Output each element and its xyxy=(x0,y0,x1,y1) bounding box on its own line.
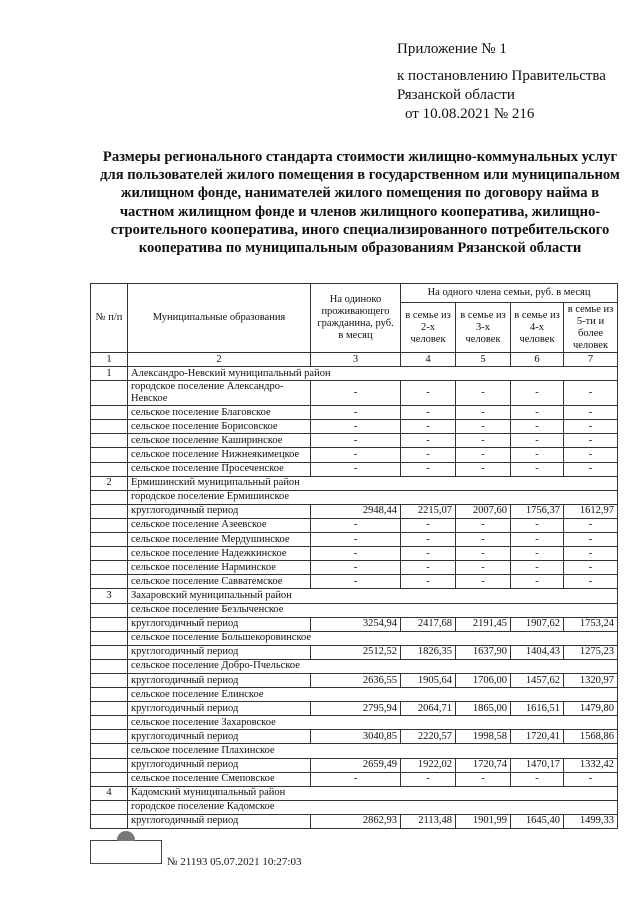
value-cell: 1826,35 xyxy=(401,645,456,659)
column-number: 1 xyxy=(91,353,128,367)
value-cell: 2417,68 xyxy=(401,617,456,631)
value-cell: 2512,52 xyxy=(311,645,401,659)
region-name: Захаровский муниципальный район xyxy=(128,589,618,603)
column-number: 7 xyxy=(564,353,618,367)
value-cell: - xyxy=(564,547,618,561)
value-cell: - xyxy=(401,561,456,575)
value-cell: - xyxy=(401,547,456,561)
value-cell: - xyxy=(311,434,401,448)
header-f5: в семье из 5-ти и более человек xyxy=(564,303,618,353)
value-cell: - xyxy=(564,518,618,532)
row-number xyxy=(91,533,128,547)
row-number xyxy=(91,575,128,589)
settlement-name: городское поселение Ермишинское xyxy=(128,490,618,504)
settlement-name: городское поселение Кадомское xyxy=(128,800,618,814)
settlement-name: круглогодичный период xyxy=(128,702,311,716)
value-cell: - xyxy=(311,406,401,420)
header-family: На одного члена семьи, руб. в месяц xyxy=(401,284,618,303)
value-cell: 1905,64 xyxy=(401,673,456,687)
row-number xyxy=(91,504,128,518)
value-cell: - xyxy=(401,462,456,476)
row-number xyxy=(91,434,128,448)
value-cell: 2007,60 xyxy=(456,504,511,518)
value-cell: - xyxy=(311,462,401,476)
table-row-data xyxy=(91,645,618,659)
row-number xyxy=(91,659,128,673)
row-number xyxy=(91,448,128,462)
value-cell: 1753,24 xyxy=(564,617,618,631)
settlement-name: круглогодичный период xyxy=(128,617,311,631)
header-f4: в семье из 4-х человек xyxy=(511,303,564,353)
row-number xyxy=(91,631,128,645)
settlement-name: сельское поселение Каширинское xyxy=(128,434,311,448)
column-number: 2 xyxy=(128,353,311,367)
value-cell: - xyxy=(511,448,564,462)
row-number: 2 xyxy=(91,476,128,490)
value-cell: 2113,48 xyxy=(401,814,456,828)
row-number xyxy=(91,420,128,434)
table-row-data xyxy=(91,547,618,561)
value-cell: - xyxy=(311,772,401,786)
table-row-data xyxy=(91,406,618,420)
row-number xyxy=(91,744,128,758)
value-cell: 2220,57 xyxy=(401,730,456,744)
settlement-name: круглогодичный период xyxy=(128,730,311,744)
value-cell: - xyxy=(456,381,511,406)
value-cell: 1404,43 xyxy=(511,645,564,659)
value-cell: - xyxy=(564,575,618,589)
value-cell: - xyxy=(511,434,564,448)
value-cell: - xyxy=(311,518,401,532)
value-cell: - xyxy=(401,434,456,448)
value-cell: - xyxy=(311,420,401,434)
value-cell: - xyxy=(311,575,401,589)
settlement-name: круглогодичный период xyxy=(128,504,311,518)
row-number: 3 xyxy=(91,589,128,603)
appendix-number: Приложение № 1 xyxy=(397,41,507,57)
table-row-sub xyxy=(91,744,618,758)
value-cell: - xyxy=(311,561,401,575)
value-cell: - xyxy=(564,420,618,434)
table-row-region xyxy=(91,786,618,800)
value-cell: 1720,74 xyxy=(456,758,511,772)
header-single: На одиноко проживающего гражданина, руб. в месяц xyxy=(311,284,401,353)
value-cell: - xyxy=(511,462,564,476)
value-cell: - xyxy=(456,533,511,547)
settlement-name: сельское поселение Борисовское xyxy=(128,420,311,434)
value-cell: 2659,49 xyxy=(311,758,401,772)
settlement-name: круглогодичный период xyxy=(128,645,311,659)
row-number xyxy=(91,702,128,716)
table-row-data xyxy=(91,814,618,828)
table-row-sub xyxy=(91,603,618,617)
value-cell: 2064,71 xyxy=(401,702,456,716)
table-row-data xyxy=(91,758,618,772)
row-number xyxy=(91,547,128,561)
value-cell: 1332,42 xyxy=(564,758,618,772)
settlement-name: круглогодичный период xyxy=(128,673,311,687)
row-number xyxy=(91,730,128,744)
value-cell: - xyxy=(564,561,618,575)
table-row-sub xyxy=(91,800,618,814)
table-row-data xyxy=(91,448,618,462)
value-cell: - xyxy=(401,518,456,532)
row-number xyxy=(91,490,128,504)
value-cell: - xyxy=(456,772,511,786)
value-cell: - xyxy=(564,448,618,462)
value-cell: - xyxy=(564,406,618,420)
header-name: Муниципальные образования xyxy=(128,284,311,353)
table-row-data xyxy=(91,673,618,687)
value-cell: 1756,37 xyxy=(511,504,564,518)
settlement-name: сельское поселение Нижнеякимецкое xyxy=(128,448,311,462)
value-cell: - xyxy=(511,547,564,561)
row-number xyxy=(91,603,128,617)
value-cell: 3040,85 xyxy=(311,730,401,744)
settlement-name: круглогодичный период xyxy=(128,758,311,772)
footer-logo xyxy=(90,840,162,864)
value-cell: 1645,40 xyxy=(511,814,564,828)
row-number xyxy=(91,381,128,406)
value-cell: - xyxy=(456,575,511,589)
settlement-name: сельское поселение Большекоровинское xyxy=(128,631,618,645)
column-number: 6 xyxy=(511,353,564,367)
row-number xyxy=(91,406,128,420)
value-cell: - xyxy=(311,547,401,561)
value-cell: - xyxy=(564,434,618,448)
row-number xyxy=(91,673,128,687)
table-row-data xyxy=(91,533,618,547)
settlement-name: сельское поселение Просеченское xyxy=(128,462,311,476)
value-cell: - xyxy=(511,533,564,547)
government-logo-icon xyxy=(90,840,162,864)
table-row-data xyxy=(91,575,618,589)
value-cell: - xyxy=(456,462,511,476)
value-cell: - xyxy=(511,406,564,420)
settlement-name: сельское поселение Благовское xyxy=(128,406,311,420)
row-number xyxy=(91,758,128,772)
value-cell: 1901,99 xyxy=(456,814,511,828)
settlement-name: сельское поселение Мердушинское xyxy=(128,533,311,547)
value-cell: 1865,00 xyxy=(456,702,511,716)
settlement-name: городское поселение Александро-Невское xyxy=(128,381,311,406)
settlement-name: сельское поселение Смеповское xyxy=(128,772,311,786)
row-number: 1 xyxy=(91,367,128,381)
value-cell: 1568,86 xyxy=(564,730,618,744)
value-cell: - xyxy=(311,448,401,462)
header-num: № п/п xyxy=(91,284,128,353)
table-row-data xyxy=(91,420,618,434)
registration-stamp: № 21193 05.07.2021 10:27:03 xyxy=(167,856,302,868)
settlement-name: сельское поселение Азеевское xyxy=(128,518,311,532)
settlement-name: сельское поселение Добро-Пчельское xyxy=(128,659,618,673)
header-f3: в семье из 3-х человек xyxy=(456,303,511,353)
value-cell: - xyxy=(401,381,456,406)
table-row-region xyxy=(91,589,618,603)
row-number xyxy=(91,716,128,730)
table-row-data xyxy=(91,772,618,786)
value-cell: - xyxy=(511,575,564,589)
column-number-row xyxy=(91,353,618,367)
value-cell: 1275,23 xyxy=(564,645,618,659)
row-number xyxy=(91,814,128,828)
value-cell: 2215,07 xyxy=(401,504,456,518)
table-row-data xyxy=(91,518,618,532)
row-number: 4 xyxy=(91,786,128,800)
table-row-data xyxy=(91,381,618,406)
row-number xyxy=(91,561,128,575)
table-row-region xyxy=(91,476,618,490)
table-row-data xyxy=(91,462,618,476)
region-name: Александро-Невский муниципальный район xyxy=(128,367,618,381)
settlement-name: сельское поселение Савватемское xyxy=(128,575,311,589)
row-number xyxy=(91,617,128,631)
table-row-sub xyxy=(91,631,618,645)
value-cell: - xyxy=(564,533,618,547)
value-cell: - xyxy=(456,420,511,434)
value-cell: - xyxy=(401,420,456,434)
value-cell: - xyxy=(401,448,456,462)
appendix-block xyxy=(397,40,606,124)
settlement-name: круглогодичный период xyxy=(128,814,311,828)
table-row-sub xyxy=(91,688,618,702)
settlement-name: сельское поселение Захаровское xyxy=(128,716,618,730)
value-cell: 1922,02 xyxy=(401,758,456,772)
column-number: 3 xyxy=(311,353,401,367)
value-cell: 1720,41 xyxy=(511,730,564,744)
value-cell: - xyxy=(456,561,511,575)
value-cell: - xyxy=(564,462,618,476)
settlement-name: сельское поселение Безлыченское xyxy=(128,603,618,617)
value-cell: - xyxy=(456,434,511,448)
value-cell: - xyxy=(456,547,511,561)
value-cell: 1998,58 xyxy=(456,730,511,744)
value-cell: - xyxy=(456,406,511,420)
table-row-data xyxy=(91,617,618,631)
value-cell: 1907,62 xyxy=(511,617,564,631)
value-cell: - xyxy=(401,772,456,786)
value-cell: - xyxy=(401,406,456,420)
table-row-data xyxy=(91,504,618,518)
settlement-name: сельское поселение Нарминское xyxy=(128,561,311,575)
value-cell: - xyxy=(311,533,401,547)
table-row-data xyxy=(91,730,618,744)
document-title: Размеры регионального стандарта стоимости жилищно-коммунальных услуг для пользователей жилого помещения в государственном или муниципальном жилищном фонде, нанимателей жилого помещения по договору найма в частном жилищном фонде и членов жилищного кооператива, жилищно-строительного кооператива, иного специализированного потребительского кооператива по муниципальным образованиям Рязанской области xyxy=(100,149,620,257)
value-cell: 2948,44 xyxy=(311,504,401,518)
value-cell: 2191,45 xyxy=(456,617,511,631)
value-cell: 3254,94 xyxy=(311,617,401,631)
value-cell: - xyxy=(401,575,456,589)
row-number xyxy=(91,800,128,814)
value-cell: - xyxy=(511,381,564,406)
value-cell: 2862,93 xyxy=(311,814,401,828)
value-cell: 2795,94 xyxy=(311,702,401,716)
table-row-data xyxy=(91,434,618,448)
table-row-sub xyxy=(91,490,618,504)
table-row-data xyxy=(91,702,618,716)
value-cell: - xyxy=(511,561,564,575)
settlement-name: сельское поселение Плахинское xyxy=(128,744,618,758)
appendix-region: Рязанской области xyxy=(397,87,515,103)
column-number: 5 xyxy=(456,353,511,367)
row-number xyxy=(91,688,128,702)
value-cell: 1470,17 xyxy=(511,758,564,772)
row-number xyxy=(91,645,128,659)
value-cell: - xyxy=(511,772,564,786)
value-cell: 1320,97 xyxy=(564,673,618,687)
appendix-resolution: к постановлению Правительства xyxy=(397,68,606,84)
standards-table xyxy=(90,283,618,829)
value-cell: - xyxy=(564,772,618,786)
value-cell: 1479,80 xyxy=(564,702,618,716)
table-row-sub xyxy=(91,659,618,673)
column-number: 4 xyxy=(401,353,456,367)
table-row-region xyxy=(91,367,618,381)
value-cell: 2636,55 xyxy=(311,673,401,687)
settlement-name: сельское поселение Надежкинское xyxy=(128,547,311,561)
appendix-date: от 10.08.2021 № 216 xyxy=(405,106,535,122)
value-cell: 1499,33 xyxy=(564,814,618,828)
value-cell: 1637,90 xyxy=(456,645,511,659)
settlement-name: сельское поселение Елинское xyxy=(128,688,618,702)
value-cell: - xyxy=(311,381,401,406)
row-number xyxy=(91,772,128,786)
value-cell: - xyxy=(511,420,564,434)
value-cell: - xyxy=(456,448,511,462)
table-row-sub xyxy=(91,716,618,730)
row-number xyxy=(91,518,128,532)
row-number xyxy=(91,462,128,476)
table-row-data xyxy=(91,561,618,575)
value-cell: 1612,97 xyxy=(564,504,618,518)
value-cell: - xyxy=(564,381,618,406)
value-cell: - xyxy=(511,518,564,532)
region-name: Ермишинский муниципальный район xyxy=(128,476,618,490)
value-cell: 1457,62 xyxy=(511,673,564,687)
region-name: Кадомский муниципальный район xyxy=(128,786,618,800)
value-cell: - xyxy=(401,533,456,547)
value-cell: 1706,00 xyxy=(456,673,511,687)
value-cell: 1616,51 xyxy=(511,702,564,716)
header-f2: в семье из 2-х человек xyxy=(401,303,456,353)
value-cell: - xyxy=(456,518,511,532)
